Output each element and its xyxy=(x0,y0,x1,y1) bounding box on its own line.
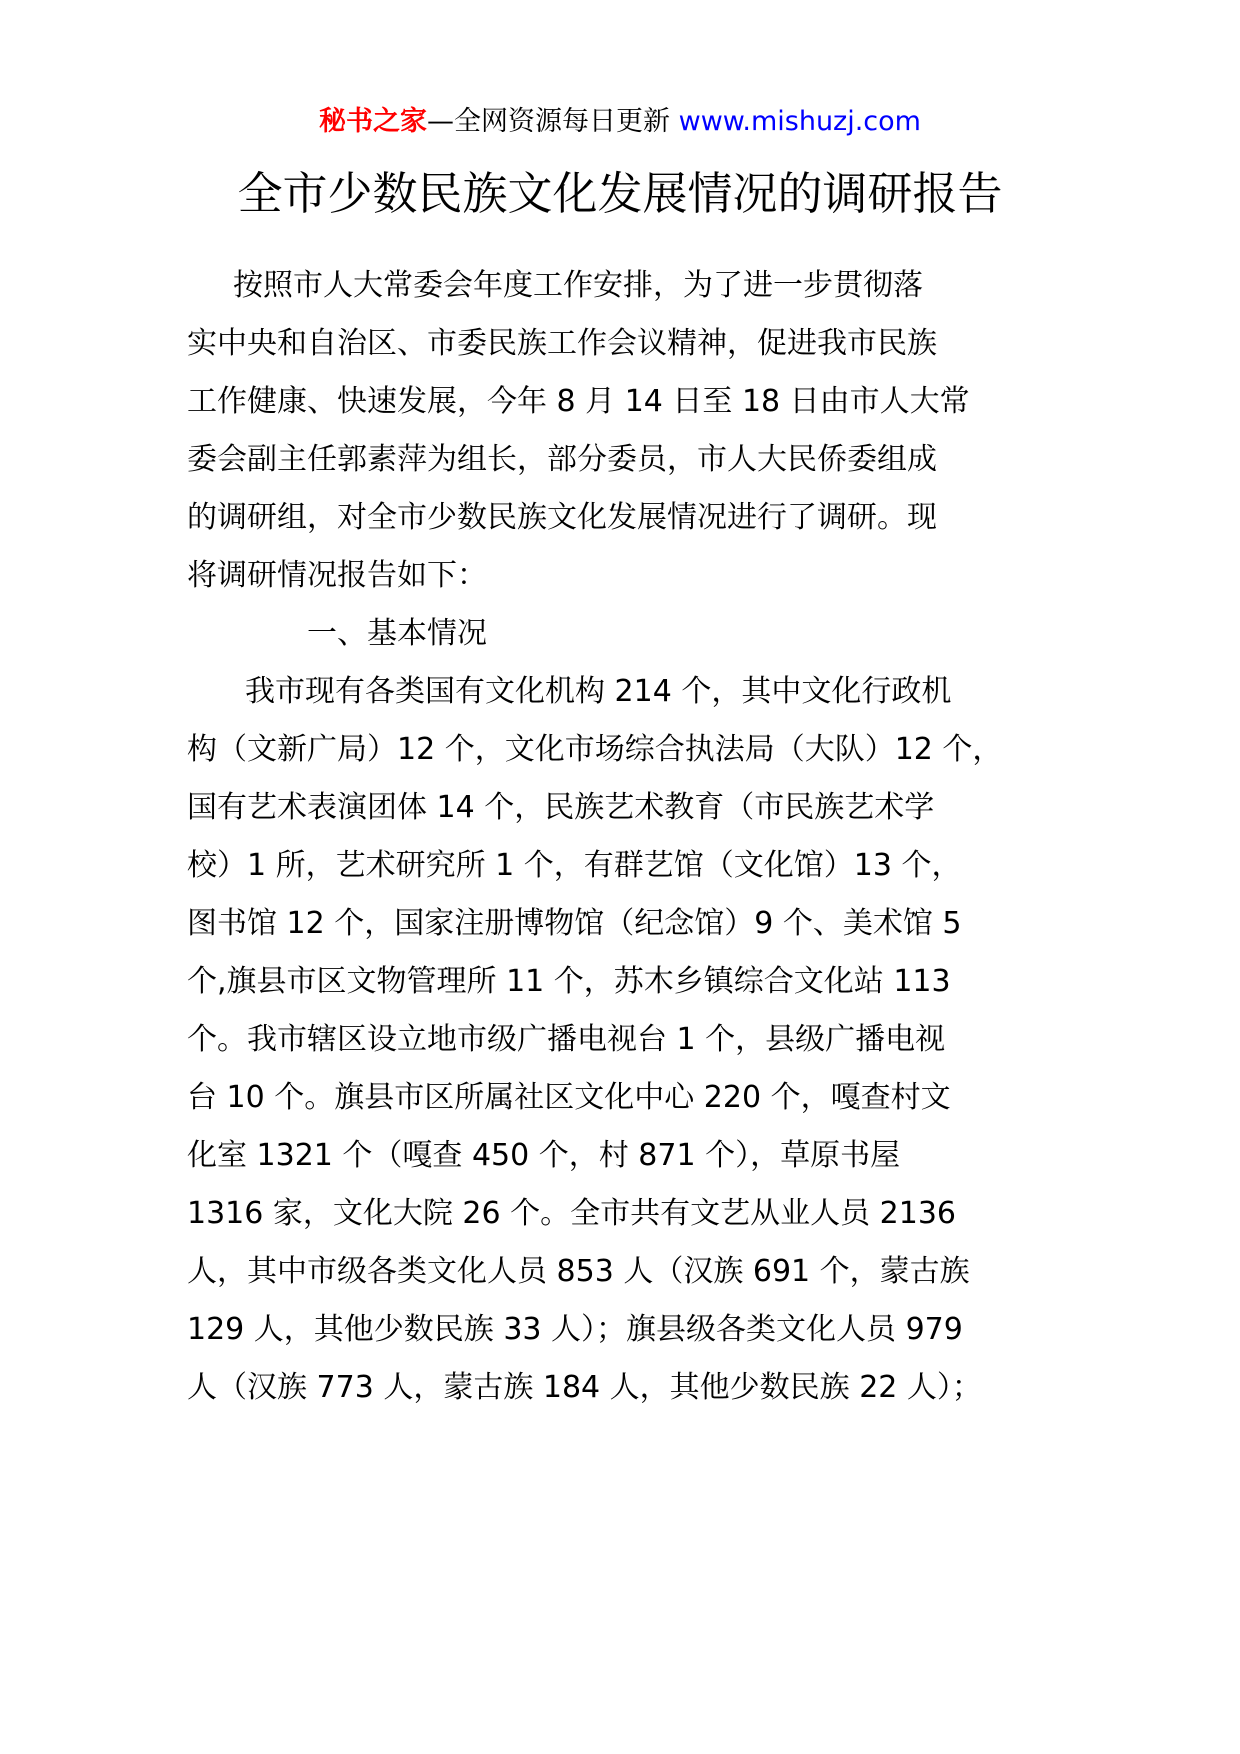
paragraph-line: 的调研组，对全市少数民族文化发展情况进行了调研。现 xyxy=(187,500,937,535)
paragraph-line: 实中央和自治区、市委民族工作会议精神，促进我市民族 xyxy=(187,326,937,361)
site-brand: 秘书之家 xyxy=(319,106,428,137)
paragraph-line: 构（文新广局）12 个，文化市场综合执法局（大队）12 个， xyxy=(187,732,1003,767)
paragraph-line: 图书馆 12 个，国家注册博物馆（纪念馆）9 个、美术馆 5 xyxy=(187,906,962,941)
paragraph-line: 我市现有各类国有文化机构 214 个，其中文化行政机 xyxy=(245,674,952,709)
paragraph-line: 台 10 个。旗县市区所属社区文化中心 220 个，嘎查村文 xyxy=(187,1080,951,1115)
paragraph-line: 化室 1321 个（嘎查 450 个，村 871 个），草原书屋 xyxy=(187,1138,901,1173)
paragraph-line: 工作健康、快速发展，今年 8 月 14 日至 18 日由市人大常 xyxy=(187,384,970,419)
paragraph-line: 129 人，其他少数民族 33 人）；旗县级各类文化人员 979 xyxy=(187,1312,963,1347)
site-url-link[interactable]: www.mishuzj.com xyxy=(678,106,921,137)
paragraph-line: 人，其中市级各类文化人员 853 人（汉族 691 个，蒙古族 xyxy=(187,1254,970,1289)
document-title: 全市少数民族文化发展情况的调研报告 xyxy=(237,167,1003,220)
paragraph-line: 校）1 所，艺术研究所 1 个，有群艺馆（文化馆）13 个， xyxy=(187,848,962,883)
paragraph-line: 委会副主任郭素萍为组长，部分委员，市人大民侨委组成 xyxy=(187,442,937,477)
paragraph-line: 个,旗县市区文物管理所 11 个，苏木乡镇综合文化站 113 xyxy=(187,964,951,999)
paragraph-line: 1316 家，文化大院 26 个。全市共有文艺从业人员 2136 xyxy=(187,1196,957,1231)
paragraph-line: 按照市人大常委会年度工作安排，为了进一步贯彻落 xyxy=(233,268,923,303)
site-header xyxy=(0,104,1240,140)
paragraph-line: 国有艺术表演团体 14 个，民族艺术教育（市民族艺术学 xyxy=(187,790,935,825)
paragraph-line: 将调研情况报告如下： xyxy=(187,558,487,593)
site-tagline: —全网资源每日更新 xyxy=(427,106,671,137)
section-heading: 一、基本情况 xyxy=(307,616,487,651)
paragraph-line: 个。我市辖区设立地市级广播电视台 1 个，县级广播电视 xyxy=(187,1022,946,1057)
paragraph-line: 人（汉族 773 人，蒙古族 184 人，其他少数民族 22 人）； xyxy=(187,1370,982,1405)
